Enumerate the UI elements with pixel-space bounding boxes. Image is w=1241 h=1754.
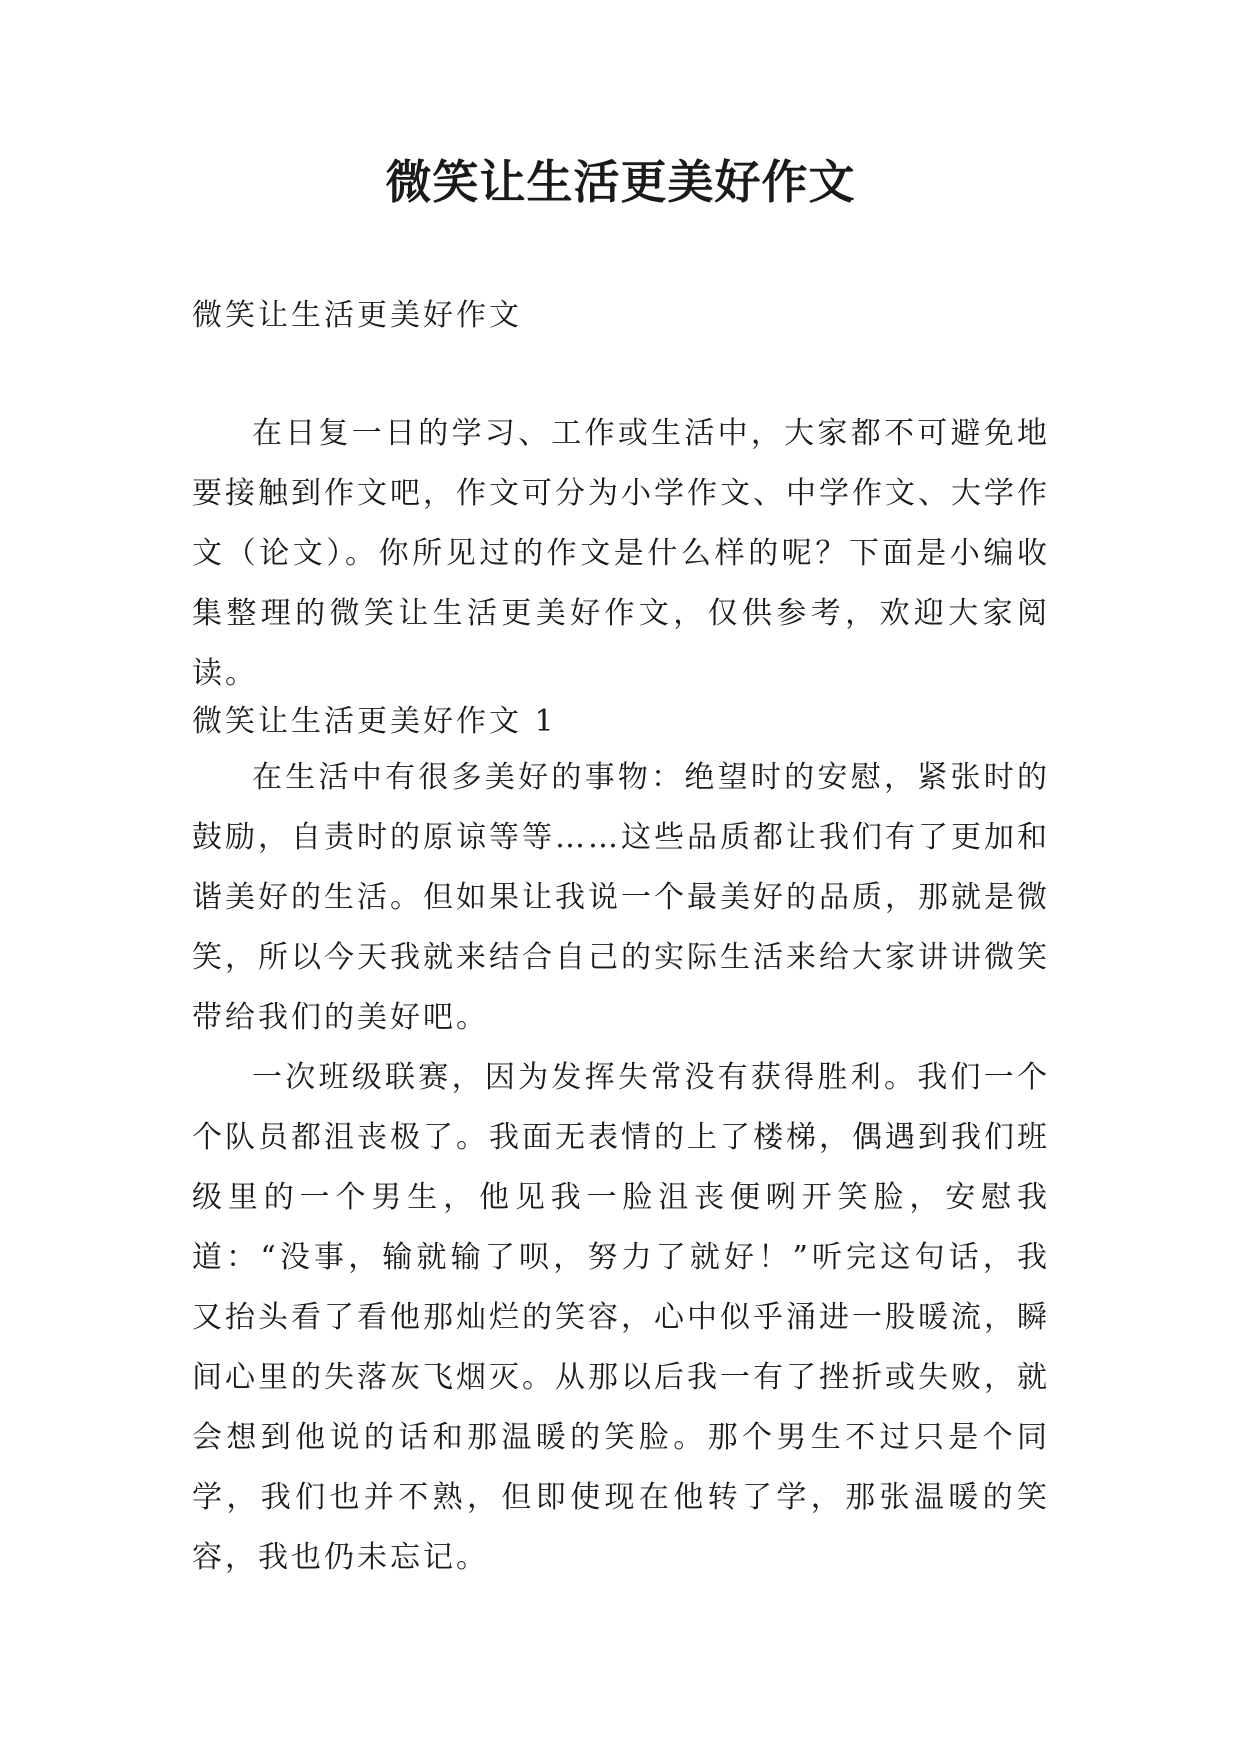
section-body — [192, 748, 1050, 1588]
document-title: 微笑让生活更美好作文 — [385, 155, 856, 209]
intro-paragraph: 在日复一日的学习、工作或生活中，大家都不可避免地要接触到作文吧，作文可分为小学作文、中学作文、大学作文（论文）。你所见过的作文是什么样的呢？下面是小编收集整理的微笑让生活更美好作文，仅供参考，欢迎大家阅读。 — [192, 416, 1050, 691]
section-heading: 微笑让生活更美好作文 1 — [192, 704, 557, 739]
intro-section — [192, 404, 1050, 704]
body-paragraph: 在生活中有很多美好的事物：绝望时的安慰，紧张时的鼓励，自责时的原谅等等……这些品质都让我们有了更加和谐美好的生活。但如果让我说一个最美好的品质，那就是微笑，所以今天我就来结合自己的实际生活来给大家讲讲微笑带给我们的美好吧。 — [192, 760, 1050, 1035]
body-paragraph: 一次班级联赛，因为发挥失常没有获得胜利。我们一个个队员都沮丧极了。我面无表情的上了楼梯，偶遇到我们班级里的一个男生，他见我一脸沮丧便咧开笑脸，安慰我道：“没事，输就输了呗，努力了就好！”听完这句话，我又抬头看了看他那灿烂的笑容，心中似乎涌进一股暖流，瞬间心里的失落灰飞烟灭。从那以后我一有了挫折或失败，就会想到他说的话和那温暖的笑脸。那个男生不过只是个同学，我们也并不熟，但即使现在他转了学，那张温暖的笑容，我也仍未忘记。 — [192, 1060, 1050, 1575]
document-subtitle: 微笑让生活更美好作文 — [192, 298, 522, 333]
